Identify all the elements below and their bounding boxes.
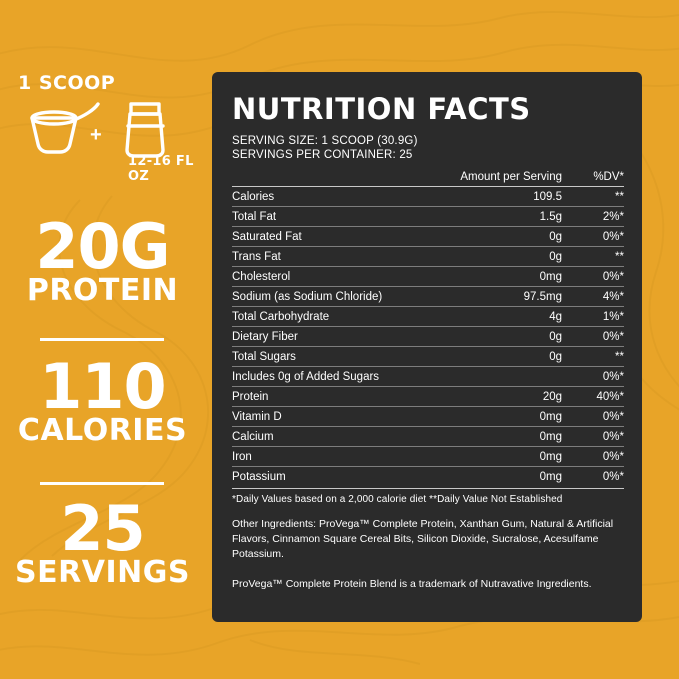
scoop-icon — [18, 100, 198, 158]
table-row — [232, 367, 624, 387]
nutrient-amount: 20g — [542, 390, 562, 403]
nutrient-amount: 0g — [549, 250, 562, 263]
stat-protein — [0, 210, 205, 309]
nutrient-name: Calories — [232, 190, 275, 203]
nutrient-daily-value: 0%* — [602, 430, 624, 443]
nutrition-table — [232, 186, 624, 486]
nutrient-daily-value: 40%* — [596, 390, 624, 403]
stat-protein-value: 20G — [35, 210, 170, 283]
nutrient-daily-value: 0%* — [602, 230, 624, 243]
nutrient-amount: 109.5 — [533, 190, 562, 203]
table-row — [232, 247, 624, 267]
nutrient-daily-value: 0%* — [602, 330, 624, 343]
scoop-art — [18, 100, 198, 158]
nutrient-daily-value: ** — [615, 190, 624, 203]
nutrient-daily-value: 0%* — [602, 450, 624, 463]
nutrient-name: Calcium — [232, 430, 274, 443]
table-row — [232, 267, 624, 287]
shaker-bottle-icon — [127, 104, 163, 156]
table-row — [232, 407, 624, 427]
stat-protein-label: PROTEIN — [26, 273, 179, 309]
table-row — [232, 447, 624, 467]
nutrient-amount: 0mg — [539, 270, 562, 283]
nutrient-amount: 0g — [549, 350, 562, 363]
nutrient-name: Cholesterol — [232, 270, 291, 283]
stat-servings-value: 25 — [60, 492, 145, 565]
stat-servings — [0, 492, 205, 591]
table-row — [232, 307, 624, 327]
nutrient-name: Total Carbohydrate — [232, 310, 330, 323]
nutrient-daily-value: ** — [615, 350, 624, 363]
nutrient-amount: 0g — [549, 330, 562, 343]
plus-icon: + — [90, 124, 102, 146]
nutrient-daily-value: 0%* — [602, 370, 624, 383]
nutrient-amount: 0mg — [539, 430, 562, 443]
serving-size: SERVING SIZE: 1 SCOOP (30.9G) — [232, 135, 418, 147]
table-row — [232, 207, 624, 227]
liquid-amount: 12-16 FL OZ — [128, 154, 194, 184]
table-header — [232, 171, 624, 186]
nutrient-amount: 4g — [549, 310, 562, 323]
nutrient-amount: 0mg — [539, 470, 562, 483]
servings-per-container: SERVINGS PER CONTAINER: 25 — [232, 149, 413, 161]
nutrient-amount — [467, 367, 562, 387]
trademark-note: ProVega™ Complete Protein Blend is a trademark of Nutravative Ingredients. — [232, 577, 592, 590]
nutrient-amount: 0mg — [539, 410, 562, 423]
nutrient-name: Iron — [232, 450, 252, 463]
nutrient-name: Trans Fat — [232, 250, 281, 263]
daily-value-footnote: *Daily Values based on a 2,000 calorie diet **Daily Value Not Established — [232, 488, 624, 505]
nutrient-daily-value: 0%* — [602, 410, 624, 423]
highlights-column — [0, 0, 205, 679]
nutrient-name: Potassium — [232, 470, 286, 483]
nutrient-amount: 1.5g — [539, 210, 562, 223]
table-row — [232, 327, 624, 347]
nutrient-name: Includes 0g of Added Sugars — [232, 370, 380, 383]
nutrient-name: Protein — [232, 390, 269, 403]
nutrient-amount: 0g — [549, 230, 562, 243]
page-title: NUTRITION FACTS — [232, 92, 531, 126]
header-daily-value: %DV* — [593, 171, 624, 183]
table-row — [232, 387, 624, 407]
nutrient-name: Total Fat — [232, 210, 277, 223]
nutrient-amount: 0mg — [539, 450, 562, 463]
nutrient-name: Dietary Fiber — [232, 330, 298, 343]
nutrient-amount: 97.5mg — [523, 290, 562, 303]
table-row — [232, 427, 624, 447]
table-row — [232, 227, 624, 247]
nutrition-facts-panel — [212, 72, 642, 622]
table-row — [232, 287, 624, 307]
nutrient-name: Vitamin D — [232, 410, 282, 423]
other-ingredients: Other Ingredients: ProVega™ Complete Protein, Xanthan Gum, Natural & Artificial Flavors, Cinnamon Square Cereal Bits, Silicon Dioxide, Sucralose, Acesulfame Potassium. — [232, 518, 614, 561]
divider-1 — [40, 338, 164, 341]
stat-servings-label: SERVINGS — [15, 555, 190, 591]
table-row — [232, 187, 624, 207]
nutrient-name: Sodium (as Sodium Chloride) — [232, 290, 383, 303]
serving-illustration — [18, 72, 208, 182]
nutrient-daily-value: 0%* — [602, 270, 624, 283]
table-row — [232, 467, 624, 487]
nutrient-daily-value: ** — [615, 250, 624, 263]
nutrient-name: Saturated Fat — [232, 230, 302, 243]
nutrient-daily-value: 2%* — [602, 210, 624, 223]
nutrient-daily-value: 4%* — [602, 290, 624, 303]
nutrient-name: Total Sugars — [232, 350, 296, 363]
table-row — [232, 347, 624, 367]
nutrient-daily-value: 1%* — [602, 310, 624, 323]
divider-2 — [40, 482, 164, 485]
scoop-title: 1 SCOOP — [18, 72, 116, 94]
stat-calories-label: CALORIES — [17, 413, 188, 449]
stat-calories-value: 110 — [39, 350, 166, 423]
nutrient-daily-value: 0%* — [602, 470, 624, 483]
header-amount: Amount per Serving — [460, 171, 562, 183]
stat-calories — [0, 350, 205, 449]
